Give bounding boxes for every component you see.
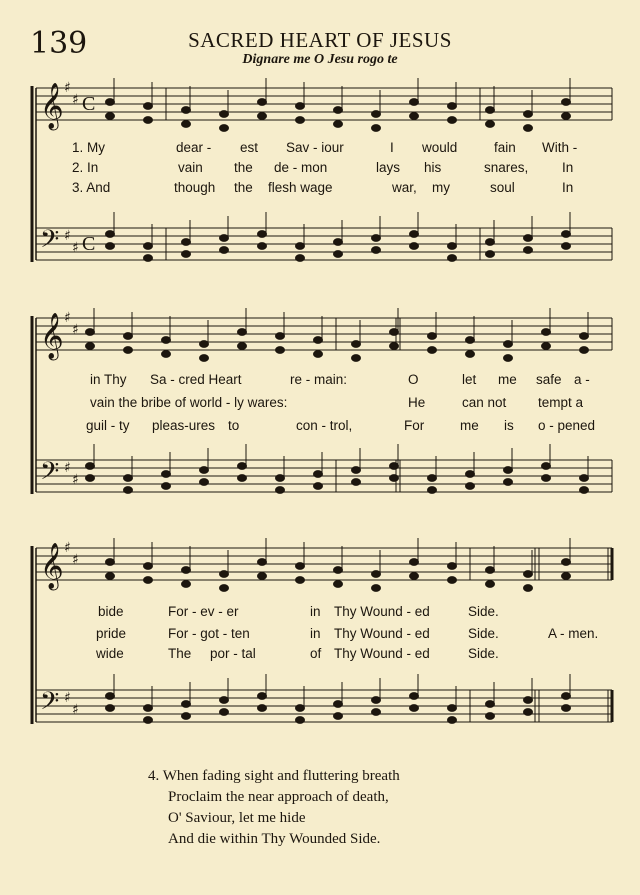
note-head: [296, 255, 305, 262]
lyric-syl: For - got - ten: [168, 626, 250, 641]
note-head: [238, 463, 247, 470]
note-head: [258, 573, 267, 580]
note-head: [334, 107, 343, 114]
note-head: [162, 471, 171, 478]
note-head: [524, 571, 533, 578]
verse-4-line: And die within Thy Wounded Side.: [168, 831, 381, 847]
lyric-syl: dear -: [176, 140, 212, 155]
lyric-syl: pride: [96, 626, 127, 641]
note-head: [276, 487, 285, 494]
note-head: [144, 563, 153, 570]
note-head: [410, 99, 419, 106]
note-head: [542, 329, 551, 336]
note-head: [486, 567, 495, 574]
lyric-syl: in Thy: [90, 372, 127, 387]
treble-clef: 𝄞: [40, 543, 64, 589]
verse-4-line: O' Saviour, let me hide: [168, 810, 306, 826]
note-head: [352, 467, 361, 474]
note-head: [314, 471, 323, 478]
note-head: [106, 113, 115, 120]
lyric-syl: a -: [574, 372, 590, 387]
note-head: [334, 251, 343, 258]
note-head: [314, 337, 323, 344]
lyric-syl: O: [408, 372, 419, 387]
lyric-syl: flesh wage: [268, 180, 333, 195]
lyric-syl: For - ev - er: [168, 604, 239, 619]
note-head: [486, 251, 495, 258]
note-head: [296, 117, 305, 124]
note-head: [200, 355, 209, 362]
note-head: [296, 563, 305, 570]
sharp-sign: ♯: [72, 702, 79, 718]
note-head: [314, 483, 323, 490]
lyric-syl: guil - ty: [86, 418, 130, 433]
note-head: [144, 103, 153, 110]
lyric-syl: vain: [178, 160, 203, 175]
note-head: [524, 125, 533, 132]
note-head: [466, 471, 475, 478]
lyric-syl: vain the bribe of world - ly wares:: [90, 395, 288, 410]
note-head: [410, 231, 419, 238]
lyric-syl: pleas-ures: [152, 418, 216, 433]
note-head: [542, 463, 551, 470]
note-head: [580, 347, 589, 354]
sharp-sign: ♯: [72, 240, 79, 256]
note-head: [182, 121, 191, 128]
note-head: [524, 585, 533, 592]
note-head: [276, 333, 285, 340]
note-head: [466, 337, 475, 344]
note-head: [220, 111, 229, 118]
note-head: [466, 483, 475, 490]
note-head: [106, 705, 115, 712]
note-head: [372, 111, 381, 118]
note-head: [86, 463, 95, 470]
lyric-syl: war,: [392, 180, 417, 195]
note-head: [390, 475, 399, 482]
sharp-sign: ♯: [72, 552, 79, 568]
note-head: [124, 347, 133, 354]
note-head: [258, 231, 267, 238]
note-head: [390, 343, 399, 350]
note-head: [580, 487, 589, 494]
note-head: [428, 475, 437, 482]
note-head: [486, 239, 495, 246]
lyric-syl: of: [310, 646, 322, 661]
note-head: [504, 479, 513, 486]
note-head: [182, 239, 191, 246]
bass-clef: 𝄢: [40, 457, 60, 492]
lyric-syl: me: [498, 372, 517, 387]
note-head: [352, 341, 361, 348]
note-head: [410, 573, 419, 580]
note-head: [448, 577, 457, 584]
lyric-syl: my: [432, 180, 450, 195]
lyric-syl: in: [310, 604, 321, 619]
lyric-syl: me: [460, 418, 479, 433]
note-head: [296, 717, 305, 724]
note-head: [486, 107, 495, 114]
lyric-s2-v2: [90, 395, 584, 410]
hymn-title: SACRED HEART OF JESUS: [188, 28, 452, 52]
note-head: [410, 243, 419, 250]
note-head: [562, 231, 571, 238]
note-head: [562, 693, 571, 700]
lyric-syl: though: [174, 180, 216, 195]
note-head: [144, 117, 153, 124]
lyric-s3-v2: [96, 626, 599, 641]
note-head: [182, 581, 191, 588]
note-head: [220, 125, 229, 132]
lyric-syl: de - mon: [274, 160, 328, 175]
note-head: [200, 467, 209, 474]
note-head: [428, 487, 437, 494]
lyric-syl: 3. And: [72, 180, 111, 195]
note-head: [200, 479, 209, 486]
note-head: [372, 697, 381, 704]
note-head: [200, 341, 209, 348]
lyric-syl: in: [310, 626, 321, 641]
note-head: [258, 693, 267, 700]
note-head: [504, 355, 513, 362]
sharp-sign: ♯: [64, 80, 71, 96]
lyric-syl: I: [390, 140, 394, 155]
lyric-syl: Side.: [468, 626, 499, 641]
note-head: [258, 99, 267, 106]
note-head: [334, 581, 343, 588]
note-head: [220, 247, 229, 254]
note-head: [238, 329, 247, 336]
note-head: [296, 705, 305, 712]
note-head: [314, 351, 323, 358]
note-head: [428, 333, 437, 340]
hymn-subtitle: Dignare me O Jesu rogo te: [242, 52, 398, 67]
note-head: [144, 577, 153, 584]
note-head: [562, 113, 571, 120]
note-head: [372, 125, 381, 132]
note-head: [580, 475, 589, 482]
lyric-syl: lays: [376, 160, 401, 175]
note-head: [162, 337, 171, 344]
sharp-sign: ♯: [64, 310, 71, 326]
note-head: [182, 567, 191, 574]
note-head: [562, 99, 571, 106]
note-head: [220, 697, 229, 704]
sharp-sign: ♯: [64, 460, 71, 476]
note-head: [428, 347, 437, 354]
note-head: [372, 247, 381, 254]
note-head: [352, 479, 361, 486]
note-head: [220, 571, 229, 578]
note-head: [334, 701, 343, 708]
note-head: [524, 709, 533, 716]
note-head: [182, 107, 191, 114]
treble-clef: 𝄞: [40, 313, 64, 359]
lyric-syl: With -: [542, 140, 578, 155]
note-head: [448, 563, 457, 570]
lyric-syl: his: [424, 160, 442, 175]
verse-4: [148, 766, 400, 850]
lyric-syl: con - trol,: [296, 418, 353, 433]
verse-4-line: Proclaim the near approach of death,: [168, 789, 389, 805]
lyric-syl: is: [504, 418, 514, 433]
lyric-syl: Thy Wound - ed: [334, 646, 430, 661]
time-signature: C: [82, 93, 96, 115]
note-head: [334, 713, 343, 720]
lyric-syl: 1. My: [72, 140, 106, 155]
note-head: [486, 121, 495, 128]
lyric-syl: Side.: [468, 604, 499, 619]
sharp-sign: ♯: [72, 472, 79, 488]
lyric-syl: Side.: [468, 646, 499, 661]
note-head: [106, 693, 115, 700]
note-head: [562, 573, 571, 580]
note-head: [410, 705, 419, 712]
lyric-syl: wide: [96, 646, 124, 661]
note-head: [106, 559, 115, 566]
note-head: [124, 487, 133, 494]
lyric-syl: est: [240, 140, 259, 155]
note-head: [182, 701, 191, 708]
lyric-syl: the: [234, 160, 253, 175]
lyric-syl: to: [228, 418, 240, 433]
note-head: [238, 475, 247, 482]
lyric-syl: snares,: [484, 160, 529, 175]
note-head: [352, 355, 361, 362]
note-head: [106, 573, 115, 580]
lyric-s1-v3: [72, 180, 574, 195]
lyric-syl: Thy Wound - ed: [334, 604, 430, 619]
note-head: [276, 475, 285, 482]
note-head: [106, 99, 115, 106]
lyric-syl: In: [562, 180, 574, 195]
lyric-s3-v1: [98, 604, 499, 619]
note-head: [334, 567, 343, 574]
note-head: [448, 717, 457, 724]
lyric-syl: The: [168, 646, 192, 661]
lyric-syl: For: [404, 418, 425, 433]
note-head: [504, 467, 513, 474]
note-head: [334, 239, 343, 246]
note-head: [334, 121, 343, 128]
note-head: [542, 475, 551, 482]
note-head: [580, 333, 589, 340]
note-head: [296, 243, 305, 250]
lyric-s2-v1: [90, 372, 590, 387]
treble-clef: 𝄞: [40, 83, 64, 129]
note-head: [182, 251, 191, 258]
note-head: [372, 235, 381, 242]
note-head: [86, 329, 95, 336]
note-head: [124, 333, 133, 340]
lyric-s2-v3: [86, 418, 596, 433]
note-head: [372, 571, 381, 578]
note-head: [524, 247, 533, 254]
sharp-sign: ♯: [72, 322, 79, 338]
note-head: [144, 243, 153, 250]
note-head: [238, 343, 247, 350]
note-head: [258, 559, 267, 566]
lyric-syl: can not: [462, 395, 507, 410]
lyric-syl: tempt a: [538, 395, 584, 410]
lyric-syl: let: [462, 372, 477, 387]
note-head: [410, 693, 419, 700]
note-head: [504, 341, 513, 348]
lyric-syl: o - pened: [538, 418, 596, 433]
lyric-syl: the: [234, 180, 253, 195]
note-head: [124, 475, 133, 482]
note-head: [86, 343, 95, 350]
note-head: [276, 347, 285, 354]
note-head: [86, 475, 95, 482]
note-head: [296, 577, 305, 584]
page-number: 139: [30, 26, 88, 61]
lyric-syl: bide: [98, 604, 124, 619]
note-head: [524, 111, 533, 118]
sharp-sign: ♯: [72, 92, 79, 108]
note-head: [486, 713, 495, 720]
note-head: [258, 705, 267, 712]
note-head: [144, 255, 153, 262]
note-head: [258, 113, 267, 120]
note-head: [448, 255, 457, 262]
note-head: [220, 585, 229, 592]
note-head: [144, 705, 153, 712]
note-head: [106, 243, 115, 250]
note-head: [448, 705, 457, 712]
note-head: [220, 709, 229, 716]
note-head: [182, 713, 191, 720]
note-head: [390, 463, 399, 470]
note-head: [448, 243, 457, 250]
note-head: [162, 351, 171, 358]
time-signature: C: [82, 233, 96, 255]
lyric-syl: soul: [490, 180, 515, 195]
sharp-sign: ♯: [64, 540, 71, 556]
note-head: [524, 697, 533, 704]
note-head: [542, 343, 551, 350]
lyric-syl: fain: [494, 140, 516, 155]
bass-clef: 𝄢: [40, 225, 60, 260]
note-head: [410, 113, 419, 120]
lyric-syl: He: [408, 395, 426, 410]
note-head: [524, 235, 533, 242]
lyric-syl: would: [422, 140, 458, 155]
note-head: [162, 483, 171, 490]
lyric-syl: Thy Wound - ed: [334, 626, 430, 641]
bass-clef: 𝄢: [40, 687, 60, 722]
lyric-syl: 2. In: [72, 160, 99, 175]
lyric-syl: por - tal: [210, 646, 256, 661]
lyric-syl: safe: [536, 372, 562, 387]
lyric-syl: A - men.: [548, 626, 599, 641]
note-head: [448, 117, 457, 124]
note-head: [486, 581, 495, 588]
lyric-syl: Sav - iour: [286, 140, 344, 155]
note-head: [144, 717, 153, 724]
lyric-syl: In: [562, 160, 574, 175]
note-head: [562, 559, 571, 566]
note-head: [106, 231, 115, 238]
note-head: [562, 705, 571, 712]
lyric-s1-v1: [72, 140, 578, 155]
sharp-sign: ♯: [64, 228, 71, 244]
note-head: [258, 243, 267, 250]
lyric-syl: re - main:: [290, 372, 348, 387]
note-head: [562, 243, 571, 250]
verse-4-line: 4. When fading sight and fluttering breath: [148, 768, 400, 784]
note-head: [466, 351, 475, 358]
lyric-s1-v2: [72, 160, 574, 175]
note-head: [390, 329, 399, 336]
note-head: [296, 103, 305, 110]
note-head: [486, 701, 495, 708]
lyric-s3-v3: [96, 646, 499, 661]
lyric-syl: Sa - cred Heart: [150, 372, 242, 387]
sharp-sign: ♯: [64, 690, 71, 706]
note-head: [372, 709, 381, 716]
note-head: [448, 103, 457, 110]
note-head: [220, 235, 229, 242]
note-head: [410, 559, 419, 566]
note-head: [372, 585, 381, 592]
